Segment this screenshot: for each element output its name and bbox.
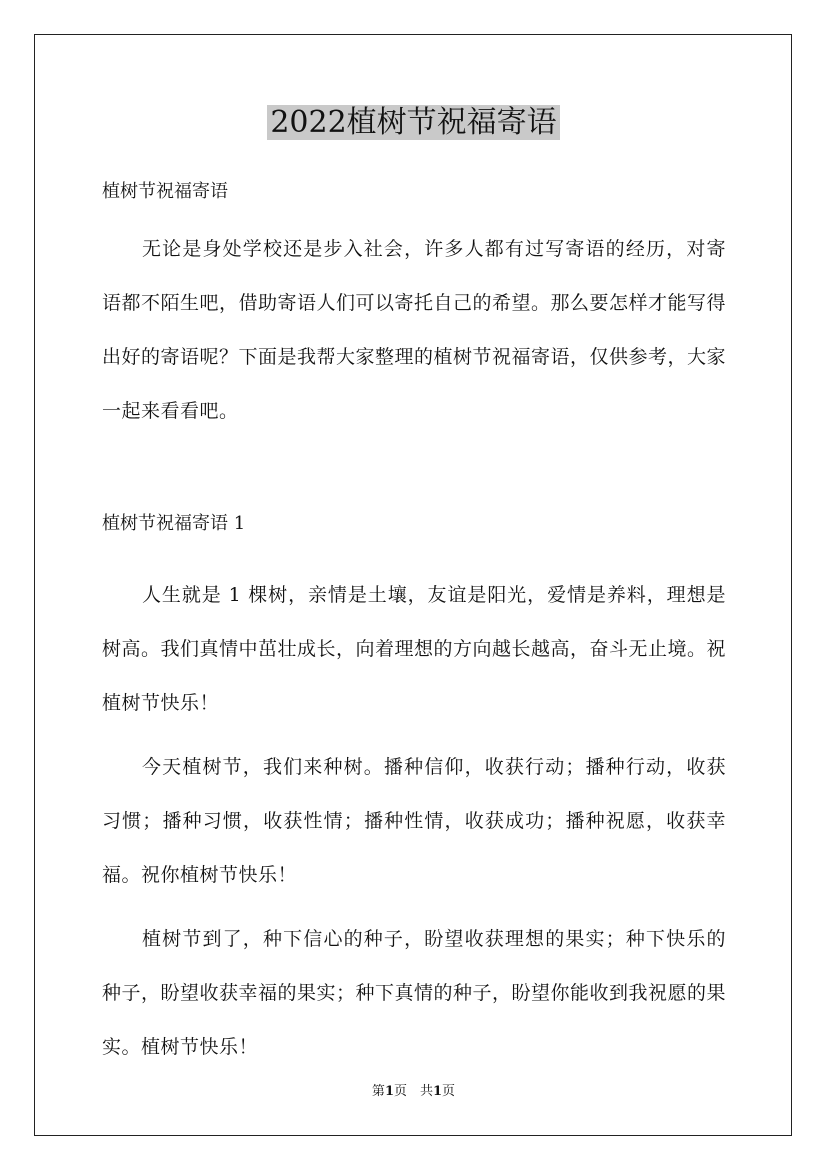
page-current: 1 <box>384 1084 394 1099</box>
page-suffix: 页 <box>442 1084 456 1099</box>
document-body <box>102 172 726 1074</box>
blessing-paragraph-3: 植树节到了，种下信心的种子，盼望收获理想的果实；种下快乐的种子，盼望收获幸福的果实；种下真情的种子，盼望你能收到我祝愿的果实。植树节快乐！ <box>102 928 727 1058</box>
paragraph-spacer <box>102 730 726 740</box>
section-heading-intro: 植树节祝福寄语 <box>102 181 228 202</box>
blessing-paragraph-2: 今天植树节，我们来种树。播种信仰，收获行动；播种行动，收获习惯；播种习惯，收获性情；播种性情，收获成功；播种祝愿，收获幸福。祝你植树节快乐！ <box>102 756 726 886</box>
paragraph-spacer <box>102 902 726 912</box>
section-spacer <box>102 438 726 504</box>
page-mid: 页 共 <box>393 1084 433 1099</box>
intro-paragraph: 无论是身处学校还是步入社会，许多人都有过写寄语的经历，对寄语都不陌生吧，借助寄语人们可以寄托自己的希望。那么要怎样才能写得出好的寄语呢？下面是我帮大家整理的植树节祝福寄语，仅供参考，大家一起来看看吧。 <box>102 238 727 422</box>
page-footer <box>0 1083 827 1101</box>
page-prefix: 第 <box>371 1084 385 1099</box>
section-heading-1: 植树节祝福寄语 1 <box>102 513 246 534</box>
document-title-text: 2022植树节祝福寄语 <box>267 105 559 140</box>
document-title <box>0 103 827 143</box>
blessing-paragraph-1: 人生就是 1 棵树，亲情是土壤，友谊是阳光，爱情是养料，理想是树高。我们真情中茁壮成长，向着理想的方向越长越高，奋斗无止境。祝植树节快乐！ <box>102 584 727 714</box>
page-total: 1 <box>433 1084 443 1099</box>
